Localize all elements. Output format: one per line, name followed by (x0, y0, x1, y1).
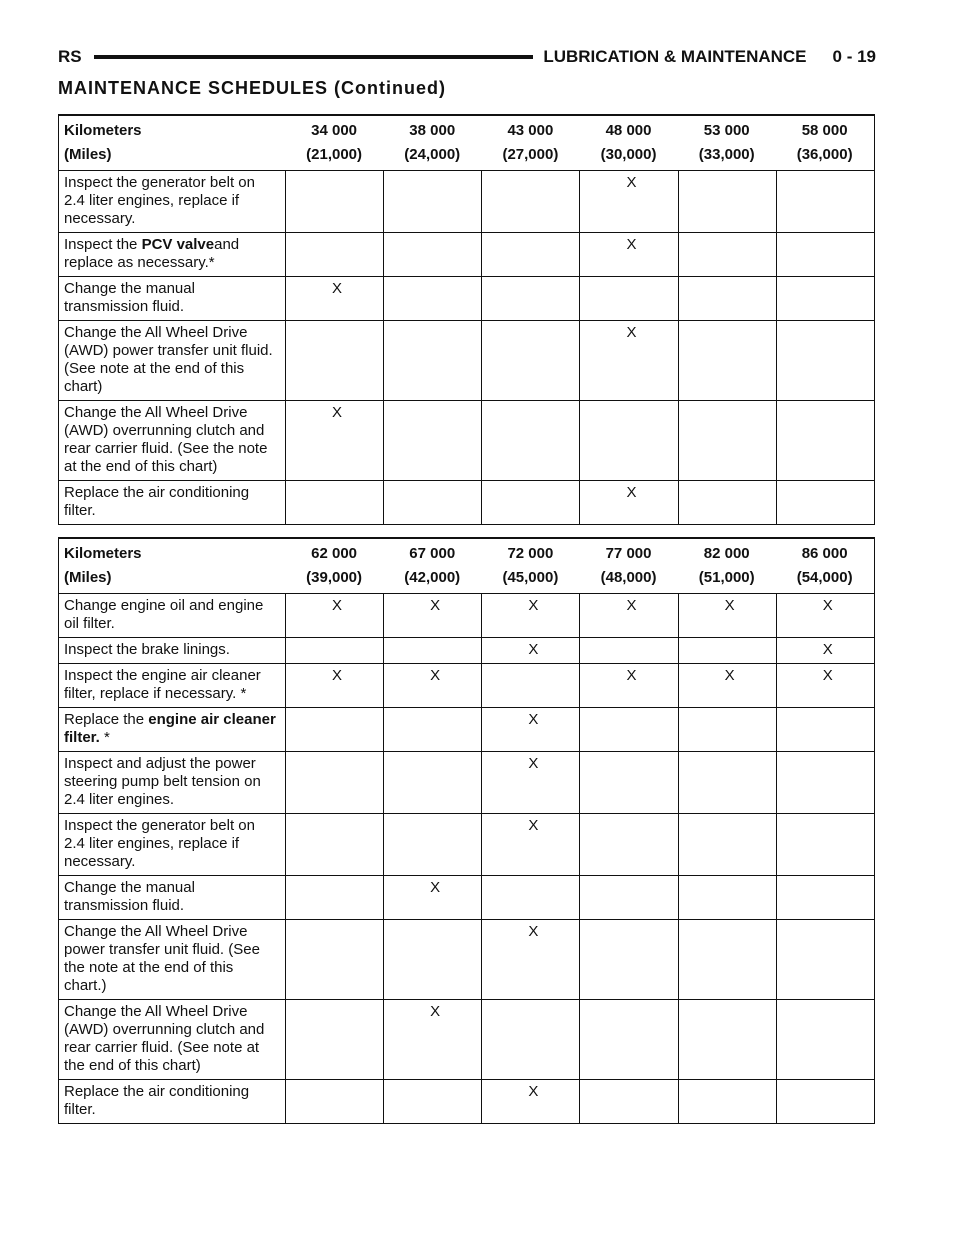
schedule-mark (776, 708, 874, 752)
schedule-mark (776, 401, 874, 481)
schedule-mark: X (580, 594, 678, 638)
schedule-mark (482, 171, 580, 233)
miles-label: (Miles) (59, 143, 286, 171)
schedule-mark: X (580, 233, 678, 277)
schedule-mark (678, 401, 776, 481)
schedule-row (59, 233, 875, 277)
schedule-mark (384, 1080, 482, 1124)
schedule-mark (678, 277, 776, 321)
miles-interval: (39,000) (286, 566, 384, 594)
schedule-mark (776, 171, 874, 233)
schedule-mark (482, 481, 580, 525)
schedule-mark (678, 752, 776, 814)
schedule-mark: X (482, 638, 580, 664)
kilometers-label: Kilometers (59, 538, 286, 566)
maintenance-schedule-table-1 (58, 114, 875, 525)
service-task-text: Replace the (64, 711, 149, 728)
schedule-mark (482, 277, 580, 321)
schedule-mark (384, 481, 482, 525)
schedule-mark (482, 401, 580, 481)
miles-interval: (36,000) (776, 143, 874, 171)
schedule-mark (384, 171, 482, 233)
schedule-mark (580, 1080, 678, 1124)
schedule-mark (678, 814, 776, 876)
service-task-text: Inspect the (64, 236, 142, 253)
schedule-row (59, 814, 875, 876)
schedule-row (59, 481, 875, 525)
kilometers-interval: 34 000 (286, 115, 384, 143)
service-task: Change the manual transmission fluid. (59, 277, 286, 321)
schedule-mark (286, 876, 384, 920)
schedule-row (59, 1000, 875, 1080)
kilometers-interval: 72 000 (482, 538, 580, 566)
schedule-row (59, 277, 875, 321)
service-task: Change engine oil and engine oil filter. (59, 594, 286, 638)
service-task (59, 233, 286, 277)
schedule-mark (580, 1000, 678, 1080)
kilometers-header-row (59, 538, 875, 566)
kilometers-interval: 53 000 (678, 115, 776, 143)
service-task-emphasis: PCV valve (141, 236, 215, 253)
schedule-mark (678, 876, 776, 920)
schedule-row (59, 594, 875, 638)
section-title: MAINTENANCE SCHEDULES (Continued) (58, 78, 446, 98)
schedule-row (59, 708, 875, 752)
kilometers-interval: 43 000 (482, 115, 580, 143)
schedule-mark (384, 321, 482, 401)
schedule-mark (678, 708, 776, 752)
schedule-mark: X (678, 664, 776, 708)
schedule-mark (776, 876, 874, 920)
schedule-mark (580, 876, 678, 920)
kilometers-interval: 58 000 (776, 115, 874, 143)
schedule-row (59, 171, 875, 233)
schedule-mark (776, 321, 874, 401)
schedule-mark: X (580, 664, 678, 708)
schedule-mark (678, 481, 776, 525)
schedule-mark (384, 401, 482, 481)
schedule-mark (482, 1000, 580, 1080)
schedule-mark (580, 752, 678, 814)
schedule-row (59, 664, 875, 708)
kilometers-interval: 62 000 (286, 538, 384, 566)
schedule-mark (384, 708, 482, 752)
schedule-mark: X (384, 664, 482, 708)
schedule-mark (482, 233, 580, 277)
kilometers-label: Kilometers (59, 115, 286, 143)
schedule-row (59, 920, 875, 1000)
schedule-row (59, 638, 875, 664)
miles-interval: (27,000) (482, 143, 580, 171)
service-task (59, 708, 286, 752)
miles-header-row (59, 566, 875, 594)
maintenance-schedule-table-2 (58, 537, 875, 1124)
schedule-mark (678, 638, 776, 664)
kilometers-interval: 82 000 (678, 538, 776, 566)
schedule-mark (286, 814, 384, 876)
schedule-mark: X (776, 664, 874, 708)
miles-interval: (30,000) (580, 143, 678, 171)
schedule-mark (286, 233, 384, 277)
service-task: Replace the air conditioning filter. (59, 481, 286, 525)
schedule-mark (384, 752, 482, 814)
schedule-mark: X (286, 664, 384, 708)
service-task: Inspect the brake linings. (59, 638, 286, 664)
schedule-mark: X (384, 1000, 482, 1080)
schedule-mark (580, 277, 678, 321)
schedule-row (59, 321, 875, 401)
schedule-row (59, 401, 875, 481)
kilometers-interval: 67 000 (384, 538, 482, 566)
schedule-mark (384, 814, 482, 876)
schedule-mark (580, 638, 678, 664)
service-task: Inspect the generator belt on 2.4 liter engines, replace if necessary. (59, 171, 286, 233)
service-task: Inspect and adjust the power steering pump belt tension on 2.4 liter engines. (59, 752, 286, 814)
header-section-name: LUBRICATION & MAINTENANCE (543, 47, 807, 66)
service-task: Change the All Wheel Drive (AWD) overrunning clutch and rear carrier fluid. (See the note at the end of this chart) (59, 401, 286, 481)
kilometers-interval: 77 000 (580, 538, 678, 566)
schedule-mark (286, 321, 384, 401)
schedule-mark (286, 1000, 384, 1080)
schedule-row (59, 876, 875, 920)
service-task: Change the All Wheel Drive power transfer unit fluid. (See the note at the end of this chart.) (59, 920, 286, 1000)
miles-label: (Miles) (59, 566, 286, 594)
kilometers-interval: 38 000 (384, 115, 482, 143)
schedule-mark (384, 233, 482, 277)
schedule-mark: X (482, 920, 580, 1000)
miles-interval: (48,000) (580, 566, 678, 594)
schedule-mark: X (482, 814, 580, 876)
schedule-mark: X (580, 481, 678, 525)
schedule-mark (776, 920, 874, 1000)
miles-interval: (24,000) (384, 143, 482, 171)
schedule-mark (678, 1000, 776, 1080)
schedule-mark (286, 708, 384, 752)
miles-interval: (42,000) (384, 566, 482, 594)
schedule-mark (776, 233, 874, 277)
schedule-mark (580, 401, 678, 481)
service-task: Change the manual transmission fluid. (59, 876, 286, 920)
miles-interval: (21,000) (286, 143, 384, 171)
schedule-mark (776, 1080, 874, 1124)
schedule-mark: X (580, 321, 678, 401)
schedule-mark (776, 814, 874, 876)
schedule-mark (776, 277, 874, 321)
schedule-mark: X (384, 594, 482, 638)
service-task-text: * (99, 729, 110, 746)
schedule-mark: X (482, 708, 580, 752)
miles-interval: (51,000) (678, 566, 776, 594)
miles-interval: (45,000) (482, 566, 580, 594)
schedule-mark (482, 876, 580, 920)
service-task: Inspect the engine air cleaner filter, replace if necessary. * (59, 664, 286, 708)
schedule-mark (678, 1080, 776, 1124)
service-task-emphasis: engine air cleaner filter. (64, 711, 276, 746)
miles-interval: (33,000) (678, 143, 776, 171)
service-task: Change the All Wheel Drive (AWD) power transfer unit fluid. (See note at the end of this chart) (59, 321, 286, 401)
schedule-mark (678, 321, 776, 401)
schedule-row (59, 752, 875, 814)
schedule-mark: X (286, 277, 384, 321)
service-task: Change the All Wheel Drive (AWD) overrunning clutch and rear carrier fluid. (See note at the end of this chart) (59, 1000, 286, 1080)
schedule-mark (678, 171, 776, 233)
schedule-mark: X (678, 594, 776, 638)
header-rule (94, 55, 534, 59)
schedule-mark: X (482, 594, 580, 638)
schedule-mark (580, 814, 678, 876)
schedule-mark (286, 752, 384, 814)
schedule-mark (286, 481, 384, 525)
header-page-number: 0 - 19 (832, 47, 876, 66)
kilometers-interval: 86 000 (776, 538, 874, 566)
kilometers-header-row (59, 115, 875, 143)
service-task-text: and replace as necessary.* (64, 236, 240, 271)
schedule-mark: X (384, 876, 482, 920)
schedule-mark (286, 920, 384, 1000)
schedule-mark (384, 920, 482, 1000)
schedule-mark (678, 233, 776, 277)
service-task: Replace the air conditioning filter. (59, 1080, 286, 1124)
page-header (58, 44, 876, 70)
kilometers-interval: 48 000 (580, 115, 678, 143)
header-manual-code: RS (58, 47, 82, 66)
miles-interval: (54,000) (776, 566, 874, 594)
schedule-mark: X (482, 1080, 580, 1124)
schedule-mark (776, 481, 874, 525)
schedule-mark (384, 638, 482, 664)
schedule-mark: X (286, 594, 384, 638)
schedule-mark: X (776, 638, 874, 664)
schedule-mark (286, 638, 384, 664)
schedule-mark: X (580, 171, 678, 233)
schedule-row (59, 1080, 875, 1124)
schedule-mark: X (776, 594, 874, 638)
schedule-mark (384, 277, 482, 321)
schedule-mark (776, 1000, 874, 1080)
schedule-mark (286, 1080, 384, 1124)
schedule-mark: X (482, 752, 580, 814)
schedule-mark (286, 171, 384, 233)
schedule-mark (482, 321, 580, 401)
schedule-mark (678, 920, 776, 1000)
schedule-mark (580, 708, 678, 752)
schedule-mark: X (286, 401, 384, 481)
miles-header-row (59, 143, 875, 171)
service-task: Inspect the generator belt on 2.4 liter engines, replace if necessary. (59, 814, 286, 876)
schedule-mark (580, 920, 678, 1000)
schedule-mark (776, 752, 874, 814)
schedule-mark (482, 664, 580, 708)
